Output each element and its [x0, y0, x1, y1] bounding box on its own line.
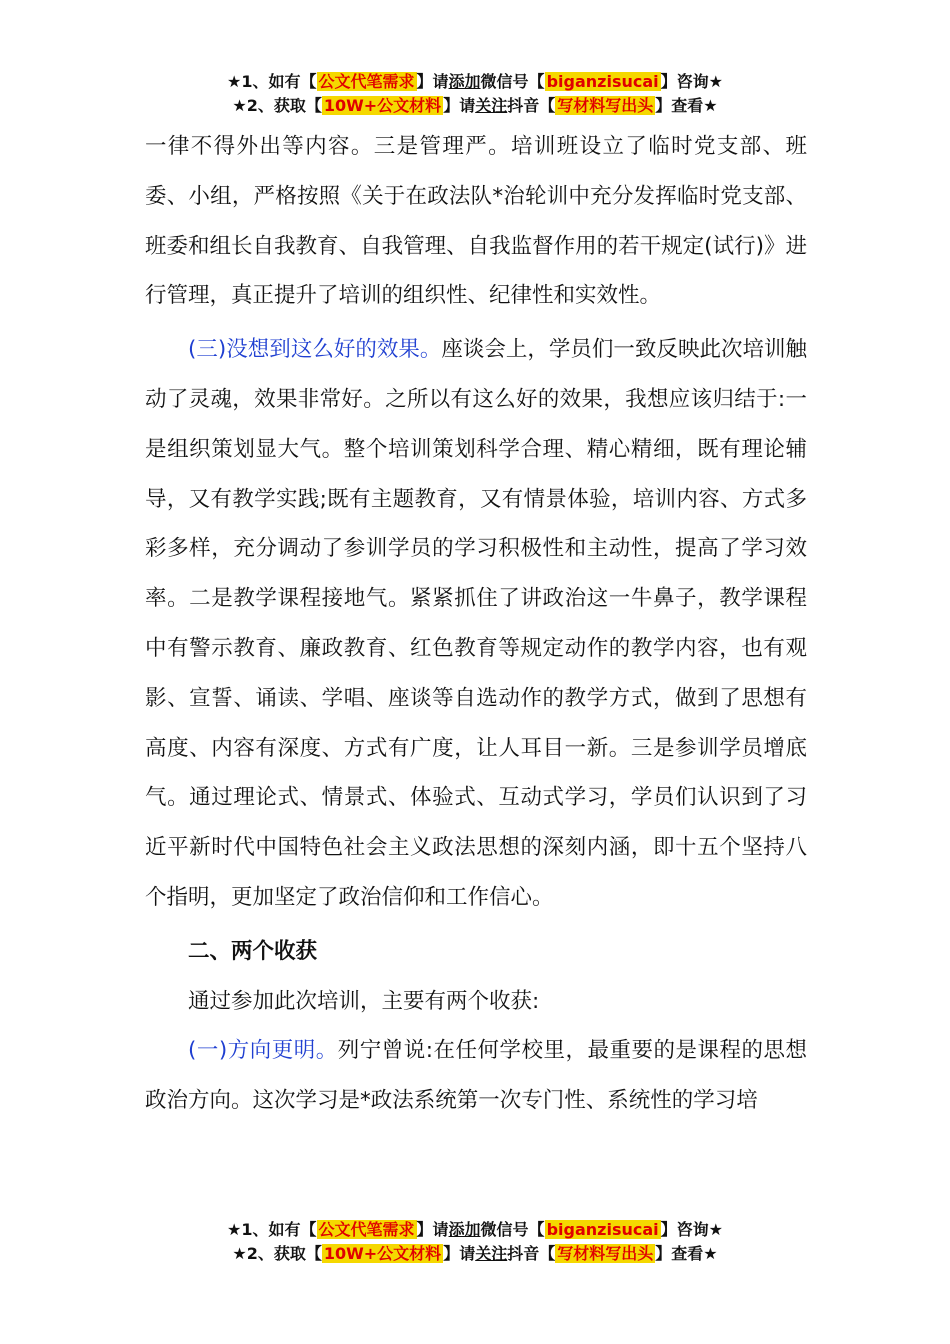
- document-body: [145, 122, 807, 1126]
- paragraph-3: 通过参加此次培训，主要有两个收获:: [188, 988, 540, 1014]
- banner-douyin-id: 写材料写出头: [557, 96, 654, 115]
- banner-wechat-id: biganzisucai: [546, 1220, 659, 1239]
- paragraph-4: (一)方向更明。列宁曾说:在任何学校里，最重要的是课程的思想政治方向。这次学习是*政法系统第一次专门性、系统性的学习培: [145, 1038, 808, 1114]
- section-label: (三)没想到这么好的效果。: [188, 337, 442, 363]
- top-banner: [0, 70, 950, 118]
- banner-highlight: 公文代笔需求: [318, 72, 415, 91]
- section-heading: 二、两个收获: [188, 938, 318, 964]
- banner-line-1: ★1、如有【 公文代笔需求 】请添加微信号【 biganzisucai 】咨询★: [227, 72, 723, 91]
- banner-highlight: 10W+公文材料: [323, 1244, 442, 1263]
- banner-line-1: ★1、如有【 公文代笔需求 】请添加微信号【 biganzisucai 】咨询★: [227, 1220, 723, 1239]
- banner-douyin-id: 写材料写出头: [557, 1244, 654, 1263]
- paragraph-1: 一律不得外出等内容。三是管理严。培训班设立了临时党支部、班委、小组，严格按照《关于在政法队*治轮训中充分发挥临时党支部、班委和组长自我教育、自我管理、自我监督作用的若干规定(试行)》进行管理，真正提升了培训的组织性、纪律性和实效性。: [145, 134, 807, 309]
- banner-highlight: 10W+公文材料: [323, 96, 442, 115]
- banner-line-2: ★2、获取【 10W+公文材料 】请关注抖音【 写材料写出头 】查看★: [232, 1244, 718, 1263]
- banner-wechat-id: biganzisucai: [546, 72, 659, 91]
- section-label: (一)方向更明。: [188, 1038, 338, 1064]
- banner-line-2: ★2、获取【 10W+公文材料 】请关注抖音【 写材料写出头 】查看★: [232, 96, 718, 115]
- bottom-banner: [0, 1218, 950, 1266]
- banner-highlight: 公文代笔需求: [318, 1220, 415, 1239]
- paragraph-2: (三)没想到这么好的效果。座谈会上，学员们一致反映此次培训触动了灵魂，效果非常好。之所以有这么好的效果，我想应该归结于:一是组织策划显大气。整个培训策划科学合理、精心精细，既有理论辅导，又有教学实践;既有主题教育，又有情景体验，培训内容、方式多彩多样，充分调动了参训学员的学习积极性和主动性，提高了学习效率。二是教学课程接地气。紧紧抓住了讲政治这一牛鼻子，教学课程中有警示教育、廉政教育、红色教育等规定动作的教学内容，也有观影、宣誓、诵读、学唱、座谈等自选动作的教学方式，做到了思想有高度、内容有深度、方式有广度，让人耳目一新。三是参训学员增底气。通过理论式、情景式、体验式、互动式学习，学员们认识到了习近平新时代中国特色社会主义政法思想的深刻内涵，即十五个坚持八个指明，更加坚定了政治信仰和工作信心。: [145, 337, 807, 910]
